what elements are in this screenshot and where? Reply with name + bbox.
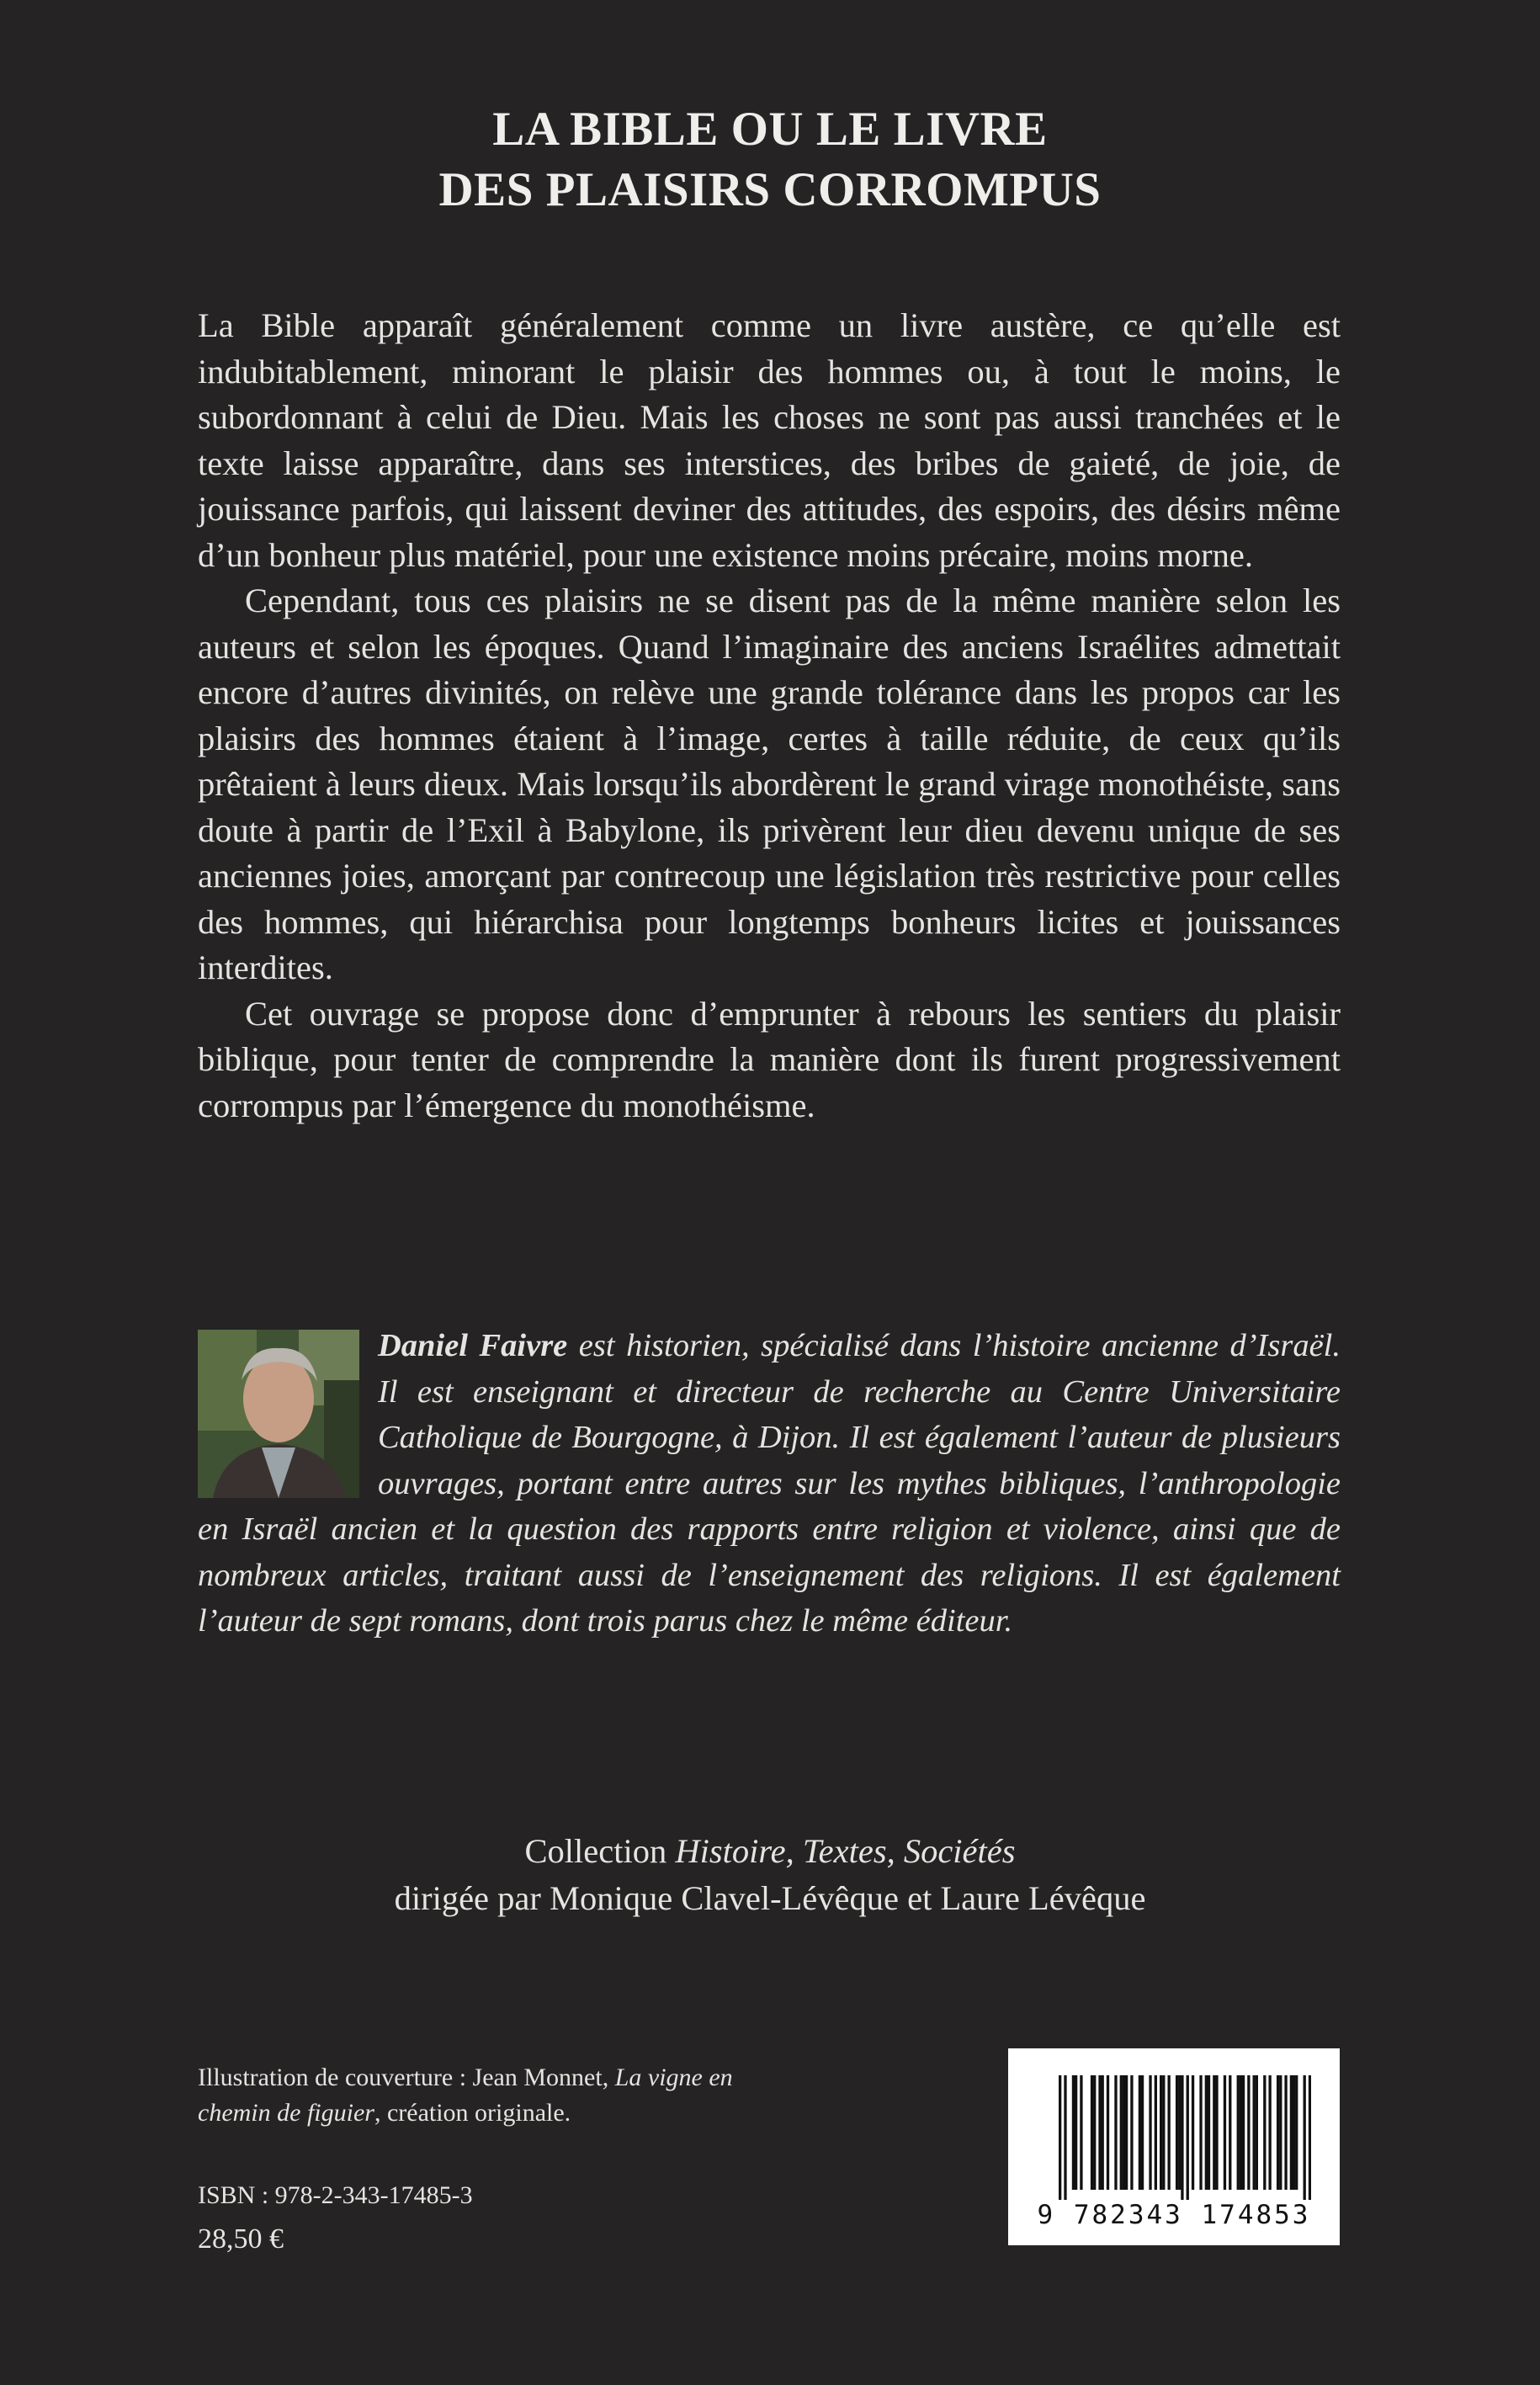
barcode-bar [1098, 2075, 1101, 2190]
author-bio [198, 1323, 1341, 1644]
barcode-bar [1080, 2075, 1082, 2190]
barcode-bar [1268, 2075, 1271, 2190]
barcode-bar [1279, 2075, 1282, 2190]
author-description: est historien, spécialisé dans l’histoire ancienne d’Israël. Il est enseignant et directeur de recherche au Centre Universitaire Catholique de Bourgogne, à Dijon. Il est également l’auteur de plusieurs ouvrages, portant entre autres sur les mythes bibliques, l’anthropologie en Israël ancien et la question des rapports entre religion et violence, ainsi que de nombreux articles, traitant aussi de l’enseignement des religions. Il est également l’auteur de sept romans, dont trois parus chez le même éditeur. [198, 1328, 1341, 1639]
barcode-bars [1059, 2075, 1311, 2200]
barcode-bar [1309, 2075, 1311, 2200]
collection-info [0, 1828, 1540, 1922]
barcode-bar [1059, 2075, 1061, 2200]
barcode-bar [1178, 2075, 1181, 2190]
collection-line [0, 1828, 1540, 1875]
barcode-bar [1125, 2075, 1128, 2190]
barcode-bar [1075, 2075, 1077, 2190]
credits-block [198, 2060, 787, 2257]
barcode-bar [1064, 2075, 1066, 2200]
barcode-bar [1213, 2075, 1215, 2190]
barcode-bar [1284, 2075, 1287, 2190]
barcode-bar [1256, 2075, 1258, 2190]
barcode-bar [1247, 2075, 1250, 2190]
book-blurb [198, 303, 1341, 1129]
barcode-bar [1263, 2075, 1266, 2190]
barcode [1008, 2048, 1340, 2245]
barcode-bar [1215, 2075, 1218, 2190]
barcode-bar [1277, 2075, 1279, 2190]
collection-name: Histoire, Textes, Sociétés [675, 1832, 1016, 1870]
barcode-bar [1149, 2075, 1151, 2190]
barcode-bar [1102, 2075, 1104, 2190]
illustration-credit-suffix: , création originale. [374, 2099, 571, 2127]
barcode-bar [1093, 2075, 1096, 2190]
barcode-bar [1295, 2075, 1298, 2190]
barcode-bar [1120, 2075, 1123, 2190]
blurb-paragraph-1: La Bible apparaît généralement comme un livre austère, ce qu’elle est indubitablement, minorant le plaisir des hommes ou, à tout le moins, le subordonnant à celui de Dieu. Mais les choses ne sont pas aussi tranchées et le texte laisse apparaître, dans ses interstices, des bribes de gaieté, de joie, de jouissance parfois, qui laissent deviner des attitudes, des espoirs, des désirs même d’un bonheur plus matériel, pour une existence moins précaire, moins morne. [198, 306, 1341, 574]
illustration-credit-prefix: Illustration de couverture : Jean Monnet, [198, 2064, 615, 2091]
barcode-bar [1139, 2075, 1141, 2190]
barcode-bar [1293, 2075, 1295, 2190]
barcode-bar [1237, 2075, 1240, 2190]
isbn: ISBN : 978-2-343-17485-3 [198, 2181, 473, 2209]
barcode-bar [1141, 2075, 1144, 2190]
barcode-digits: 9 782343 174853 [1037, 2200, 1311, 2230]
blurb-paragraph-3: Cet ouvrage se propose donc d’emprunter à rebours les sentiers du plaisir biblique, pour tenter de comprendre la manière dont ils furent progressivement corrompus par l’émergence du monothéisme. [198, 994, 1341, 1124]
barcode-bar [1229, 2075, 1231, 2190]
barcode-bar [1242, 2075, 1245, 2190]
price: 28,50 € [198, 2223, 284, 2255]
barcode-bar [1304, 2075, 1306, 2200]
barcode-bar [1107, 2075, 1109, 2190]
barcode-bar [1155, 2075, 1157, 2190]
barcode-bar [1162, 2075, 1165, 2190]
barcode-bar [1192, 2075, 1194, 2190]
blurb-paragraph-2: Cependant, tous ces plaisirs ne se disent pas de la même manière selon les auteurs et selon les époques. Quand l’imaginaire des anciens Israélites admettait encore d’autres divinités, on relève une grande tolérance dans les propos car les plaisirs des hommes étaient à l’image, certes à taille réduite, de ceux qu’ils prêtaient à leurs dieux. Mais lorsqu’ils abordèrent le grand virage monothéiste, sans doute à partir de l’Exil à Babylone, ils privèrent leur dieu devenu unique de ses anciennes joies, amorçant par contrecoup une législation très restrictive pour celles des hommes, qui hiérarchisa pour longtemps bonheurs licites et jouissances interdites. [198, 582, 1341, 986]
barcode-bar [1160, 2075, 1162, 2190]
author-portrait-image [198, 1330, 359, 1498]
author-photo [198, 1330, 359, 1498]
barcode-bar [1199, 2075, 1202, 2190]
collection-prefix: Collection [524, 1832, 676, 1870]
barcode-bar [1208, 2075, 1210, 2190]
barcode-bar [1240, 2075, 1242, 2190]
illustration-credit [198, 2060, 787, 2131]
book-title [0, 99, 1540, 220]
illustration-title: La vigne en chemin de figuier [198, 2064, 733, 2127]
barcode-bar [1176, 2075, 1178, 2190]
barcode-bar [1290, 2075, 1293, 2190]
barcode-bar [1181, 2075, 1183, 2200]
barcode-bar [1205, 2075, 1208, 2190]
barcode-bar [1187, 2075, 1189, 2200]
title-line-2: DES PLAISIRS CORROMPUS [438, 163, 1102, 216]
barcode-bar [1072, 2075, 1075, 2190]
barcode-bar [1253, 2075, 1256, 2190]
barcode-bar [1114, 2075, 1117, 2190]
barcode-bar [1123, 2075, 1125, 2190]
barcode-bar [1224, 2075, 1226, 2190]
barcode-bar [1130, 2075, 1133, 2190]
barcode-bar [1091, 2075, 1093, 2190]
title-line-1: LA BIBLE OU LE LIVRE [492, 103, 1048, 156]
barcode-bar [1167, 2075, 1170, 2190]
collection-directors: dirigée par Monique Clavel-Lévêque et Laure Lévêque [394, 1879, 1146, 1917]
author-name: Daniel Faivre [378, 1328, 568, 1363]
